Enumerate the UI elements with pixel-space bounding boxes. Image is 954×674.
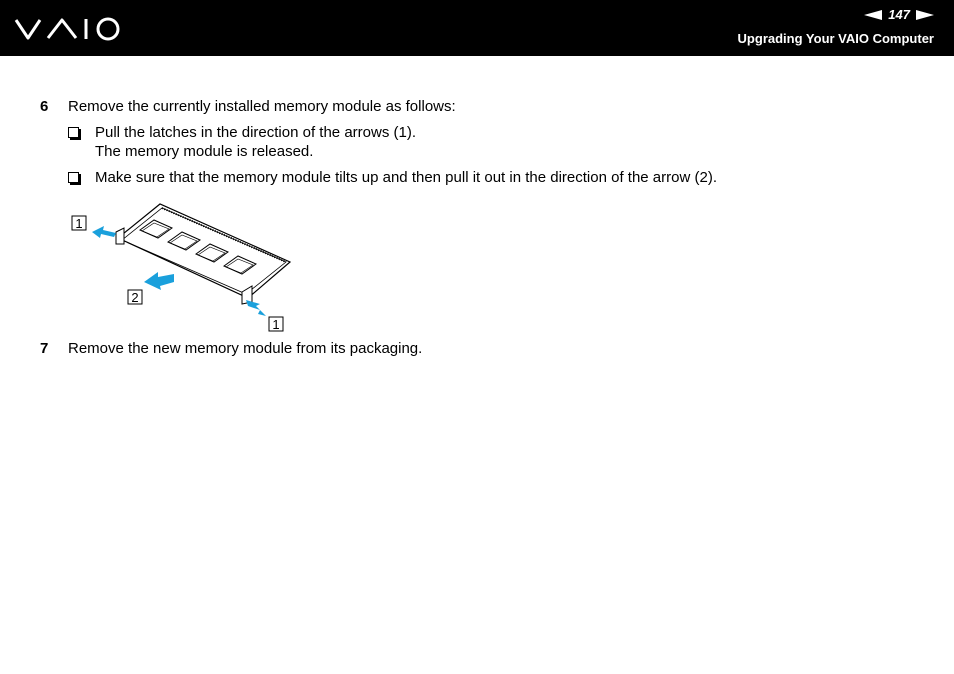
svg-text:1: 1 (75, 216, 83, 231)
memory-module (116, 204, 290, 304)
vaio-logo (14, 14, 122, 47)
callout-2 (128, 290, 142, 305)
step-text: Remove the currently installed memory module as follows: (68, 98, 456, 115)
svg-text:1: 1 (272, 317, 280, 332)
bullet-line: Pull the latches in the direction of the arrows (1). (95, 124, 416, 141)
bullet-line: The memory module is released. (95, 143, 314, 160)
memory-module-figure (70, 200, 310, 340)
latch-arrow-top-icon (92, 226, 116, 238)
pull-arrow-icon (144, 272, 174, 290)
latch-arrow-bottom-icon (246, 300, 266, 316)
previous-page-arrow-icon[interactable] (864, 10, 882, 20)
page-number: 147 (888, 7, 910, 22)
bullet-text (95, 123, 416, 161)
page-navigation (864, 7, 934, 22)
callout-1-bottom (269, 317, 283, 332)
page-header (0, 0, 954, 56)
svg-text:2: 2 (131, 290, 139, 305)
callout-1-top (72, 216, 86, 231)
checkbox-bullet-icon (68, 172, 79, 183)
step-text: Remove the new memory module from its packaging. (68, 340, 423, 357)
next-page-arrow-icon[interactable] (916, 10, 934, 20)
bullet-text: Make sure that the memory module tilts up and then pull it out in the direction of the arrow (2). (95, 169, 717, 186)
checkbox-bullet-icon (68, 127, 79, 138)
section-title: Upgrading Your VAIO Computer (737, 31, 934, 46)
step-number: 6 (40, 98, 49, 115)
step-number: 7 (40, 340, 49, 357)
